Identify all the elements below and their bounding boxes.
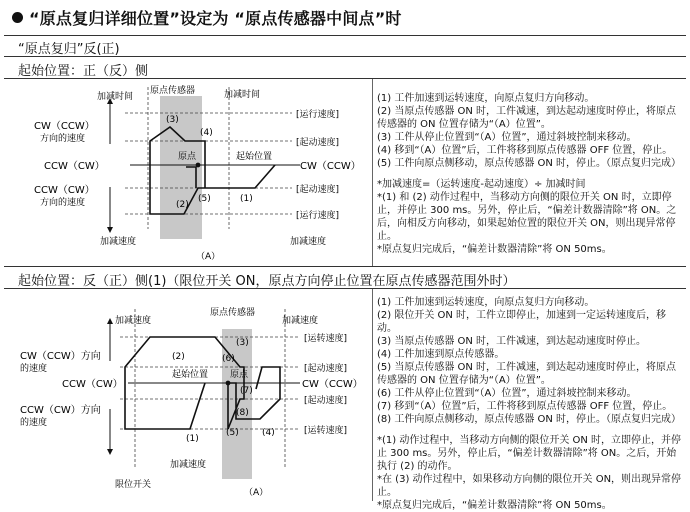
label-section1-notes-1: (2) 当原点传感器 ON 时，工件减速，到达起动速度时停止，将原点传感器的 ON 位置存储为“（A）位置”。 xyxy=(377,106,677,130)
subtitle-rule xyxy=(4,56,686,57)
label-section2-labels-decel_top_left: 加减速度 xyxy=(115,316,152,326)
label-section1-labels-point_a: （A） xyxy=(196,252,221,262)
label-section1-labels-cw_ccw: CW（CCW） xyxy=(300,161,361,172)
label-section1-labels-r_start2: [起动速度] xyxy=(296,185,340,195)
label-section2-labels-decel_top_right: 加减速度 xyxy=(282,316,319,326)
label-section2-extra-0: *(1) 动作过程中，当移动方向侧的限位开关 ON 时，立即停止，并停止 300 ms。另外，停止后，“偏差计数器清除”将 ON。之后，开始执行 (2) 的动作。 xyxy=(377,435,682,472)
label-section2-labels-sensor: 原点传感器 xyxy=(210,308,256,318)
label-section1-labels-s4: (4) xyxy=(200,128,213,138)
label-section2-labels-s8: (8) xyxy=(236,408,249,418)
page-title xyxy=(12,6,402,29)
label-section2-labels-cw_ccw: CW（CCW） xyxy=(302,379,363,390)
section2-rule-top xyxy=(4,266,686,267)
label-section1-labels-s1: (1) xyxy=(240,194,253,204)
label-section2-labels-s4: (4) xyxy=(262,428,275,438)
label-section1-notes-4: (5) 工件向原点侧移动，原点传感器 ON 时，停止。（原点复归完成） xyxy=(377,158,682,169)
label-section1-labels-decel_right: 加减速度 xyxy=(290,237,327,247)
label-section2-extra-1: *在 (3) 动作过程中，如果移动方向侧的限位开关 ON，则出现异常停止。 xyxy=(377,474,682,498)
label-section2-labels-s3: (3) xyxy=(236,338,249,348)
label-section2-labels-s1: (1) xyxy=(186,434,199,444)
label-section1-notes-0: (1) 工件加速到运转速度，向原点复归方向移动。 xyxy=(377,93,595,104)
label-section2-labels-limit: 限位开关 xyxy=(115,480,152,490)
label-section1-extra-0: *加减速度=（运转速度-起动速度）÷ 加减时间 xyxy=(377,179,586,190)
label-section2-labels-start_pos: 起始位置 xyxy=(172,370,209,380)
label-section2-labels-origin: 原点 xyxy=(230,370,249,380)
label-sensor: 原点传感器 xyxy=(150,86,196,96)
section1-notes xyxy=(377,92,685,256)
label-section1-labels-cw_speed: CW（CCW） xyxy=(34,121,95,132)
label-section1-labels-s3: (3) xyxy=(166,115,179,125)
label-section1-extra-1: *(1) 和 (2) 动作过程中，当移动方向侧的限位开关 ON 时，立即停止，并停止 300 ms。另外，停止后，“偏差计数器清除”将 ON。之后，向相反方向移动，如果起始位置的限位开关 ON，则出现异常停止。 xyxy=(377,192,677,242)
section2-divider xyxy=(372,289,373,501)
title-rule xyxy=(4,35,686,36)
label-section2-labels-decel_bottom: 加减速度 xyxy=(170,460,207,470)
label-section2-labels-r_start2: [起动速度] xyxy=(304,396,348,406)
label-section2-labels-s6: (6) xyxy=(222,354,235,364)
label-section1-extra-2: *原点复归完成后，“偏差计数器清除”将 ON 50ms。 xyxy=(377,244,612,255)
section2-diagram xyxy=(0,289,372,503)
label-section1-labels-dir_speed2: 方向的速度 xyxy=(40,198,86,208)
label-section1-labels-r_run2: [运行速度] xyxy=(296,211,340,221)
label-section1-labels-decel_left: 加减速度 xyxy=(100,237,137,247)
label-section2-labels-s5: (5) xyxy=(226,428,239,438)
section2-heading: 起始位置：反（正）侧(1)（限位开关 ON，原点方向停止位置在原点传感器范围外时） xyxy=(18,274,516,289)
label-section2-extra-2: *原点复归完成后，“偏差计数器清除”将 ON 50ms。 xyxy=(377,500,612,511)
label-section2-notes-4: (5) 当原点传感器 ON 时，工件减速，到达起动速度时停止，将原点传感器的 ON 位置存储为“（A）位置”。 xyxy=(377,362,677,386)
label-section2-labels-dir_speed: 的速度 xyxy=(20,364,48,374)
label-section2-labels-ccw_cw: CCW（CW） xyxy=(62,379,123,390)
label-section2-notes-7: (8) 工件向原点侧移动，原点传感器 ON 时，停止。（原点复归完成） xyxy=(377,414,682,425)
label-section1-labels-s5: (5) xyxy=(198,194,211,204)
label-section2-labels-r_run: [运转速度] xyxy=(304,334,348,344)
label-page-title: “原点复归详细位置”设定为 “原点传感器中间点”时 xyxy=(29,9,402,28)
label-section1-notes-2: (3) 工件从停止位置到“（A）位置”，通过斜坡控制来移动。 xyxy=(377,132,637,143)
label-section2-notes-3: (4) 工件加速到原点传感器。 xyxy=(377,349,505,360)
label-section2-labels-cw_speed: CW（CCW）方向 xyxy=(20,351,101,362)
label-section2-notes-2: (3) 当原点传感器 ON 时，工件减速，到达起动速度时停止。 xyxy=(377,336,647,347)
section1-heading: 起始位置：正（反）侧 xyxy=(18,64,149,79)
section1-diagram xyxy=(0,79,372,267)
label-section2-labels-s2: (2) xyxy=(172,352,185,362)
label-section1-notes-3: (4) 移到“（A）位置”后，工件将移到原点传感器 OFF 位置，停止。 xyxy=(377,145,673,156)
label-section1-labels-ccw_speed: CCW（CW） xyxy=(34,185,95,196)
label-section1-labels-accel_decel: 加减时间 xyxy=(97,92,134,102)
label-section1-labels-r_start: [起动速度] xyxy=(296,138,340,148)
label-section2-notes-0: (1) 工件加速到运转速度，向原点复归方向移动。 xyxy=(377,297,595,308)
label-section2-labels-s7: (7) xyxy=(240,386,253,396)
bullet-icon xyxy=(12,12,23,23)
label-section1-labels-s2: (2) xyxy=(176,200,189,210)
label-section2-notes-6: (7) 移到“（A）位置”后，工件将移到原点传感器 OFF 位置，停止。 xyxy=(377,401,673,412)
label-section2-labels-ccw_speed: CCW（CW）方向 xyxy=(20,405,101,416)
subtitle: “原点复归”反(正) xyxy=(18,42,120,57)
label-section1-labels-ccw_cw: CCW（CW） xyxy=(44,161,105,172)
label-section1-labels-dir_speed: 方向的速度 xyxy=(40,134,86,144)
label-section2-notes-1: (2) 限位开关 ON 时，工件立即停止，加速到一定运转速度后，移动。 xyxy=(377,310,667,334)
label-section2-labels-point_a: （A） xyxy=(244,488,269,498)
label-section2-notes-5: (6) 工件从停止位置到“（A）位置”，通过斜坡控制来移动。 xyxy=(377,388,637,399)
label-section1-labels-start_pos: 起始位置 xyxy=(236,152,273,162)
label-section1-labels-origin: 原点 xyxy=(178,152,197,162)
section1-divider xyxy=(372,79,373,266)
label-section1-labels-accel_decel_right: 加减时间 xyxy=(224,90,261,100)
label-section2-labels-dir_speed2: 的速度 xyxy=(20,418,48,428)
label-section2-labels-r_start: [起动速度] xyxy=(304,364,348,374)
label-section1-labels-r_run: [运行速度] xyxy=(296,110,340,120)
section2-notes xyxy=(377,296,685,512)
label-section2-labels-r_run2: [运转速度] xyxy=(304,426,348,436)
